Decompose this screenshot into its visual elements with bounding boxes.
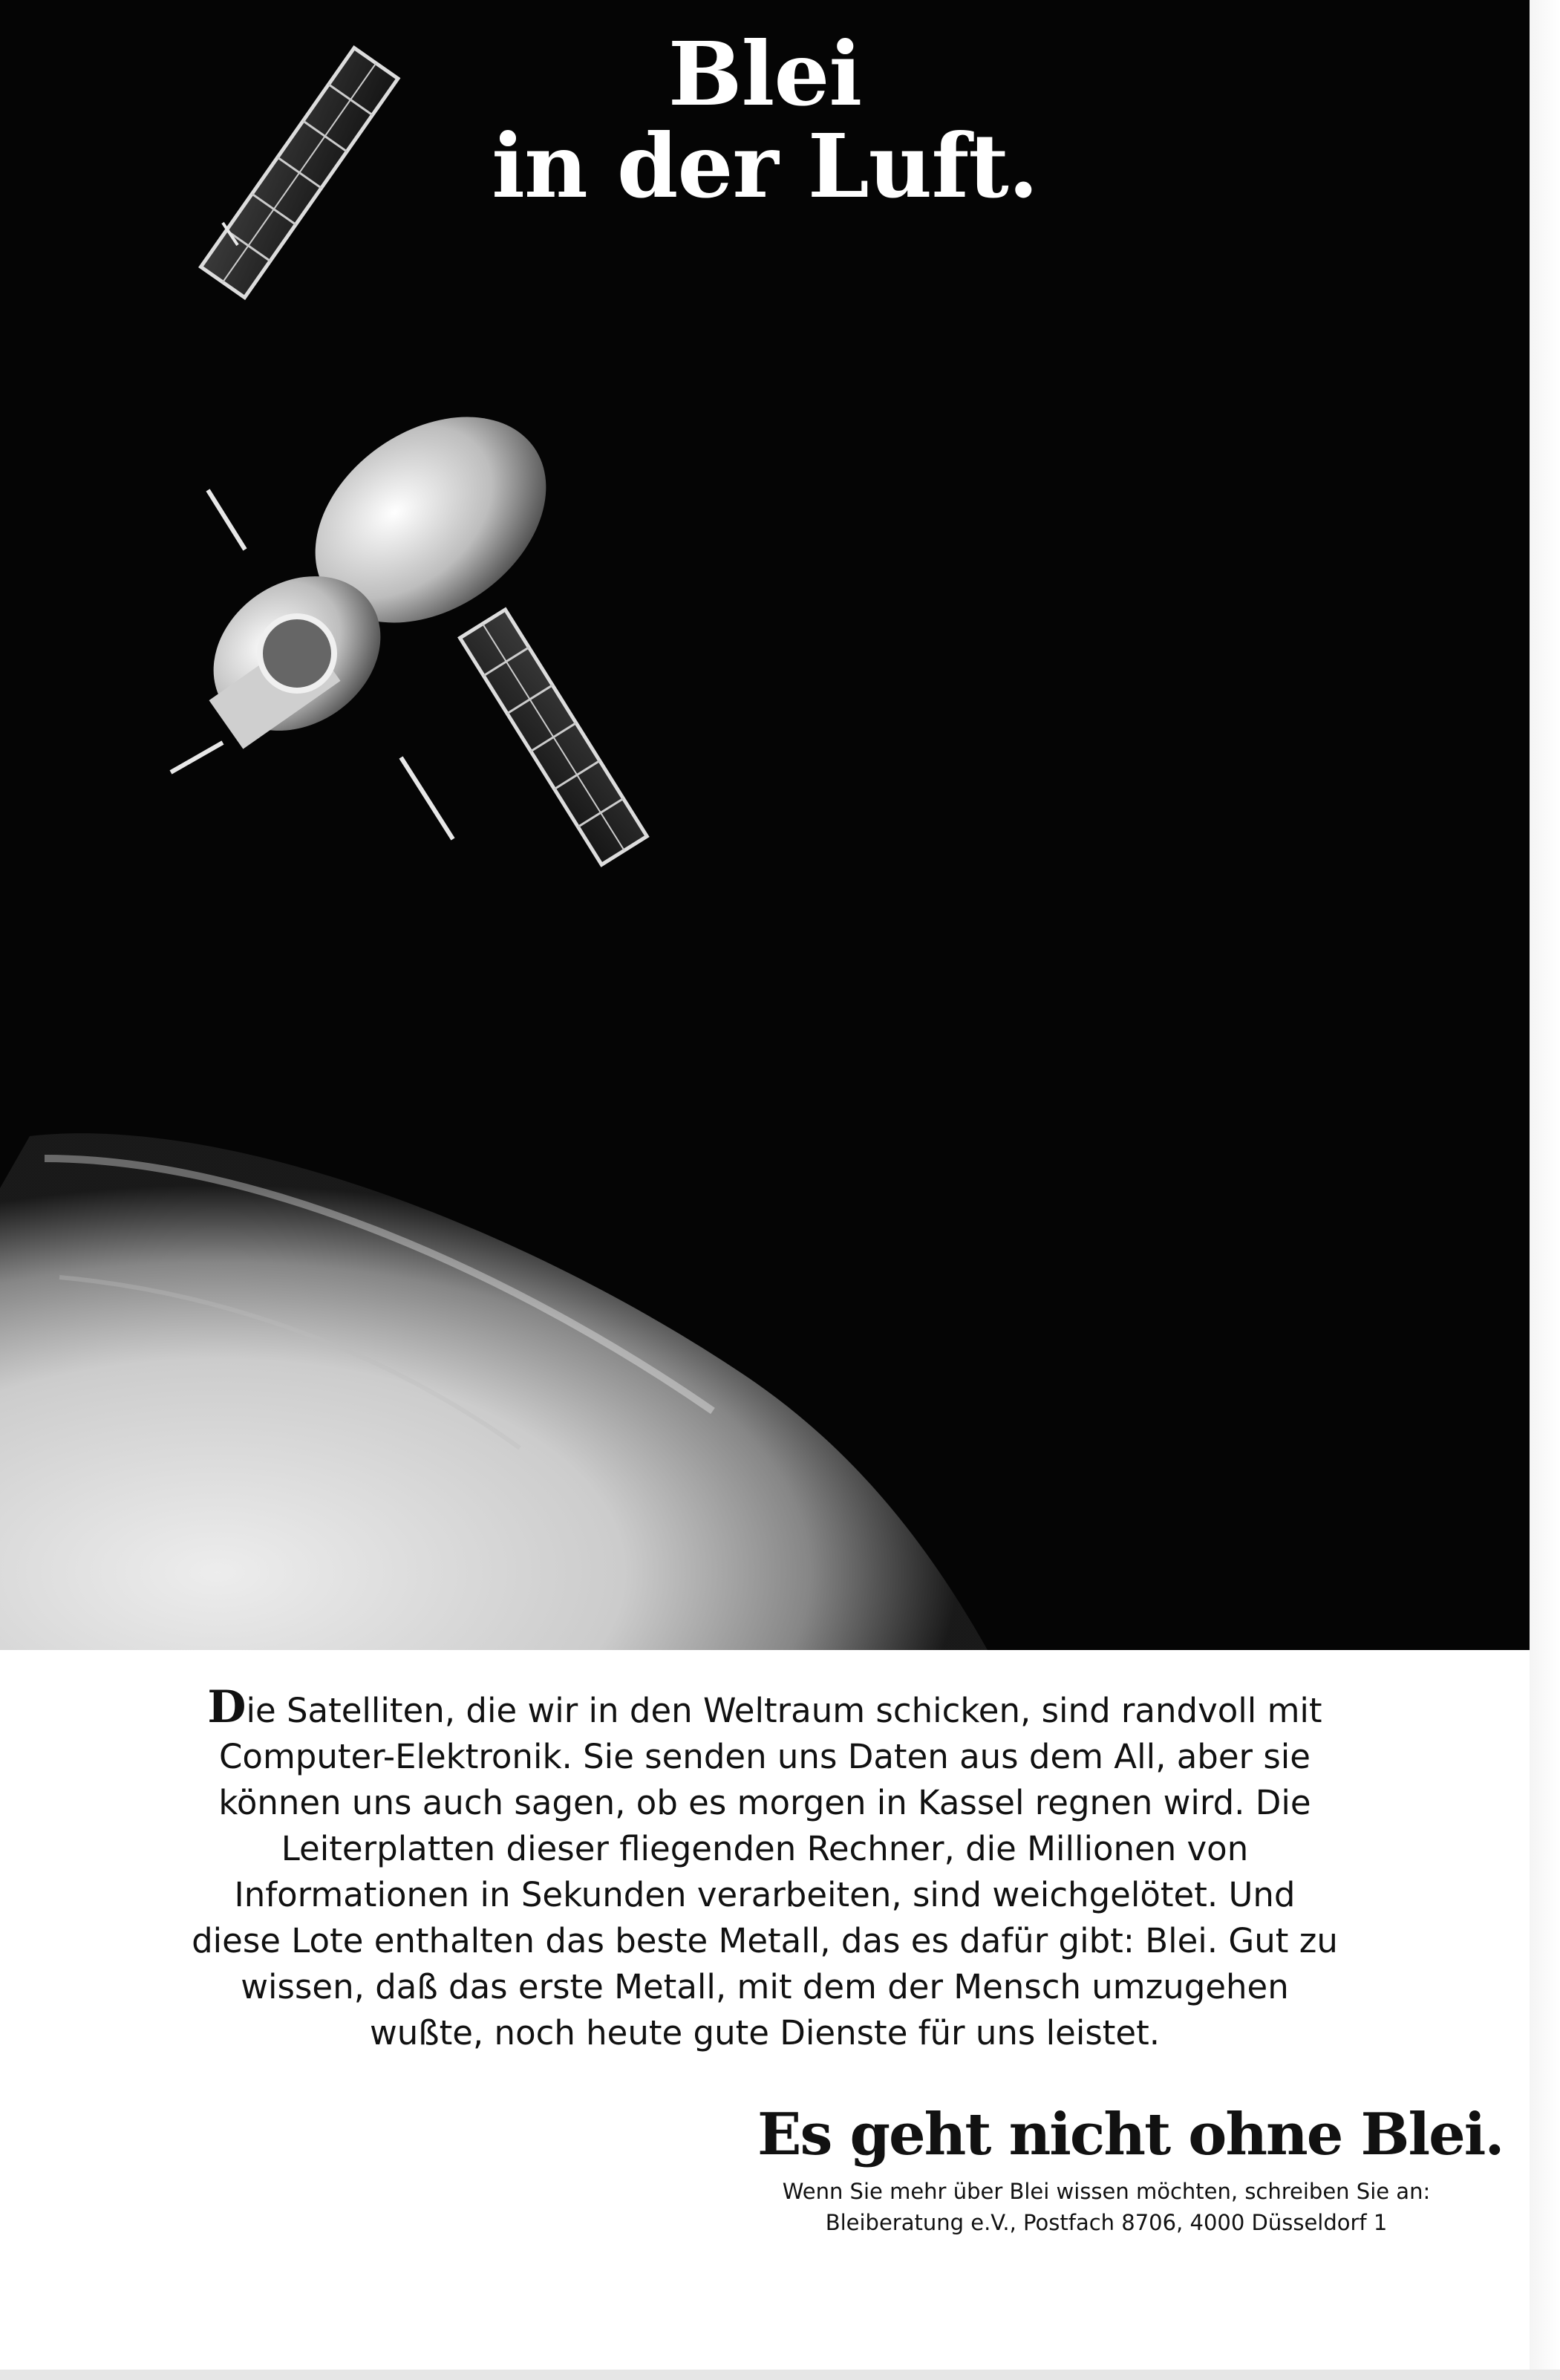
- headline: [0, 22, 1530, 218]
- headline-line-2: in der Luft.: [492, 114, 1038, 218]
- body-line-1: [134, 1681, 1396, 1734]
- page-edge: [1530, 0, 1560, 2380]
- body-line-3: können uns auch sagen, ob es morgen in Kassel regnen wird. Die: [218, 1783, 1311, 1822]
- headline-line-1: Blei: [668, 22, 862, 125]
- page-bottom-edge: [0, 2370, 1560, 2380]
- body-line-6: diese Lote enthalten das beste Metall, das es dafür gibt: Blei. Gut zu: [192, 1921, 1338, 1960]
- body-line-7: wissen, daß das erste Metall, mit dem der Mensch umzugehen: [241, 1967, 1289, 2006]
- earth-horizon: [0, 1133, 988, 1650]
- body-line-4: Leiterplatten dieser fliegenden Rechner, die Millionen von: [281, 1829, 1249, 1868]
- body-line-2: Computer-Elektronik. Sie senden uns Daten aus dem All, aber sie: [219, 1737, 1311, 1776]
- body-copy: [134, 1681, 1396, 2056]
- contact-line-1: Wenn Sie mehr über Blei wissen möchten, schreiben Sie an:: [782, 2179, 1431, 2204]
- body-line-8: wußte, noch heute gute Dienste für uns leistet.: [369, 2013, 1161, 2053]
- body-line-1-text: ie Satelliten, die wir in den Weltraum schicken, sind randvoll mit: [246, 1691, 1322, 1730]
- contact-line-2: Bleiberatung e.V., Postfach 8706, 4000 Düsseldorf 1: [825, 2210, 1388, 2235]
- body-line-5: Informationen in Sekunden verarbeiten, sind weichgelötet. Und: [234, 1875, 1296, 1914]
- drop-cap: D: [207, 1681, 247, 1733]
- slogan: Es geht nicht ohne Blei.: [757, 2101, 1504, 2168]
- contact-info: [743, 2176, 1470, 2238]
